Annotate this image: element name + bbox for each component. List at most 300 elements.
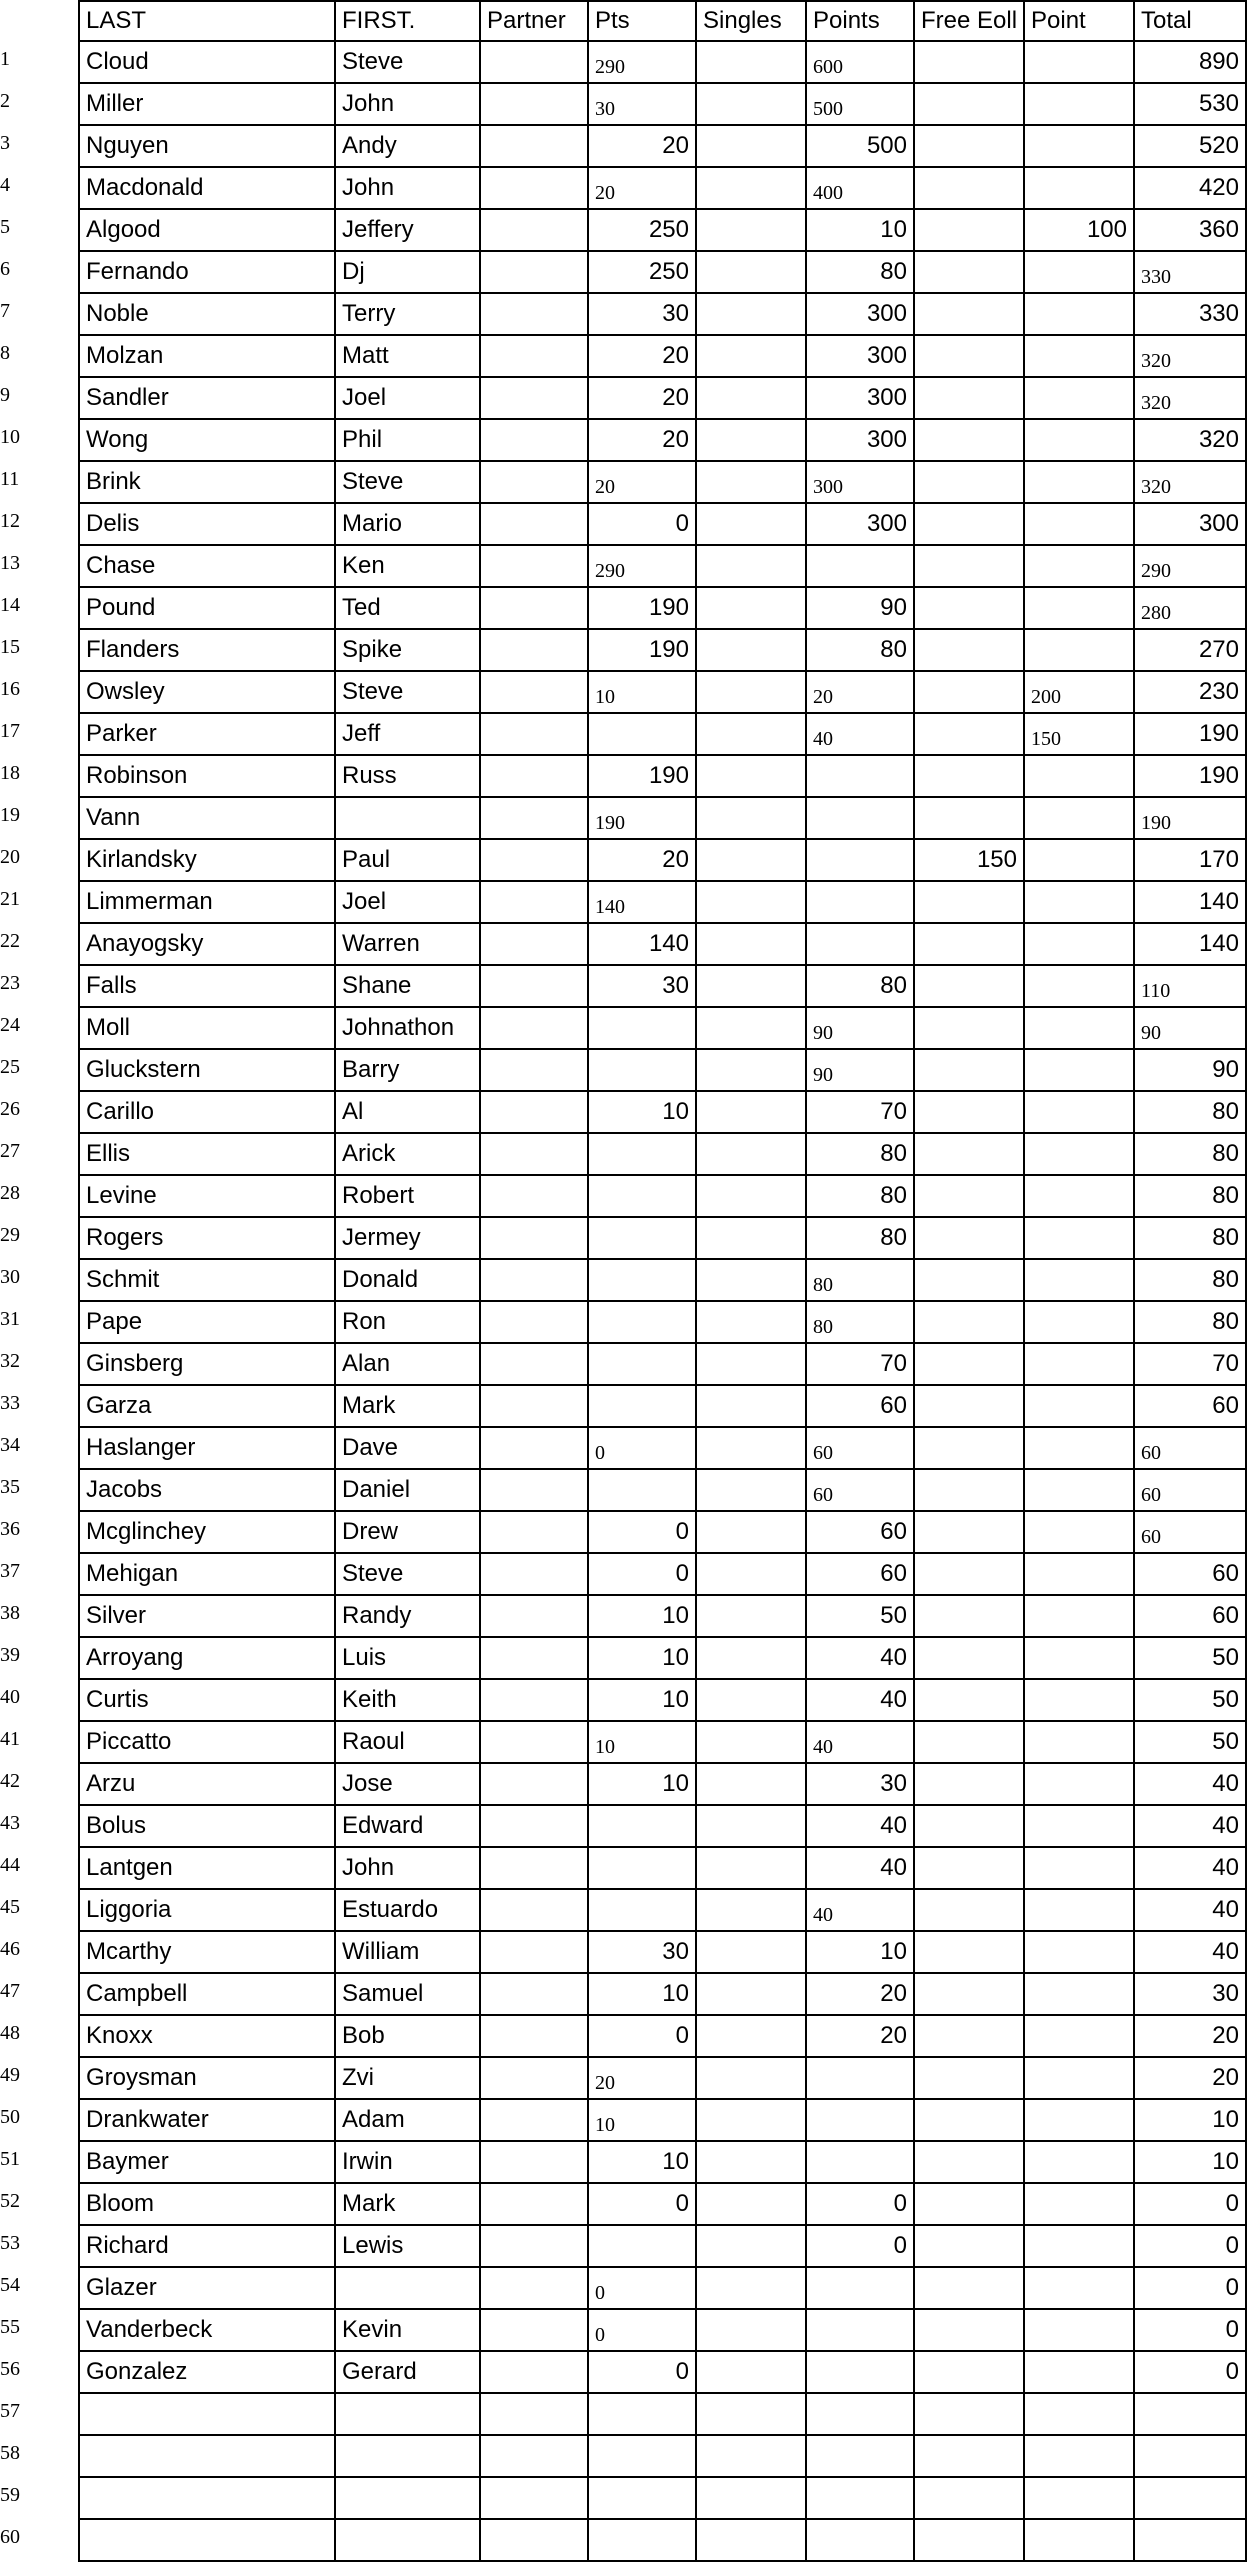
table-row [0,1050,1239,1092]
cell-total: 0 [1135,2268,1247,2310]
cell-first: Spike [336,630,481,672]
row-number: 57 [0,2400,20,2422]
table-row [0,420,1239,462]
cell-pts: 0 [589,1554,697,1596]
table-row [0,1344,1239,1386]
cell-first: Jose [336,1764,481,1806]
cell-points: 50 [807,1596,915,1638]
cell-points: 40 [807,1806,915,1848]
cell-partner [481,1890,589,1932]
table-row [0,84,1239,126]
header-free-eoll: Free Eoll [915,0,1025,42]
cell-pts: 20 [589,840,697,882]
cell-pts: 10 [589,1764,697,1806]
table-row [0,1680,1239,1722]
table-row [0,588,1230,630]
table-row [0,252,1230,294]
cell-total: 530 [1135,84,1247,126]
cell-free-eoll: 150 [915,840,1025,882]
header-pts: Pts [589,0,697,42]
cell-partner [481,1008,589,1050]
row-number: 18 [0,762,20,784]
cell-free-eoll [915,2268,1025,2310]
cell-pts: 290 [589,546,697,588]
cell-point [1025,168,1135,210]
cell-pts: 140 [589,882,697,924]
cell-points [807,924,915,966]
cell-point [1025,546,1135,588]
cell-pts: 140 [589,924,697,966]
cell-singles [697,672,807,714]
cell-total: 60 [1135,1428,1247,1470]
cell-last: Algood [78,210,336,252]
cell-point [1025,1722,1135,1764]
table-row [0,840,1239,882]
cell-total: 60 [1135,1470,1247,1512]
cell-free-eoll [915,798,1025,840]
cell-first: John [336,84,481,126]
cell-free-eoll [915,1806,1025,1848]
table-row [0,1218,1239,1260]
cell-singles [697,2268,807,2310]
cell-partner [481,1764,589,1806]
cell-first: Robert [336,1176,481,1218]
cell-last: Schmit [78,1260,336,1302]
cell-first: Dave [336,1428,481,1470]
cell-pts [589,714,697,756]
table-row [0,2226,1239,2268]
cell-first [336,2436,481,2478]
cell-total: 40 [1135,1932,1247,1974]
cell-total: 270 [1135,630,1247,672]
cell-total: 40 [1135,1848,1247,1890]
cell-point [1025,1638,1135,1680]
cell-singles [697,546,807,588]
cell-partner [481,1176,589,1218]
table-row [0,1134,1239,1176]
cell-point [1025,2478,1135,2520]
cell-first: Steve [336,462,481,504]
cell-free-eoll [915,1176,1025,1218]
cell-total: 30 [1135,1974,1247,2016]
cell-partner [481,168,589,210]
row-number: 30 [0,1266,20,1288]
cell-free-eoll [915,462,1025,504]
table-row [0,2100,1239,2142]
cell-pts: 0 [589,1428,697,1470]
cell-last: Levine [78,1176,336,1218]
cell-singles [697,924,807,966]
cell-point: 200 [1025,672,1135,714]
cell-point [1025,630,1135,672]
cell-points: 80 [807,1218,915,1260]
cell-last: Pape [78,1302,336,1344]
cell-points [807,2142,915,2184]
cell-first: Zvi [336,2058,481,2100]
cell-points [807,798,915,840]
row-number: 42 [0,1770,20,1792]
cell-pts: 0 [589,504,697,546]
cell-pts: 10 [589,1974,697,2016]
cell-first: Matt [336,336,481,378]
cell-partner [481,1344,589,1386]
cell-free-eoll [915,1764,1025,1806]
cell-last: Ginsberg [78,1344,336,1386]
row-number: 34 [0,1434,20,1456]
cell-first: Estuardo [336,1890,481,1932]
cell-pts: 30 [589,84,697,126]
table-row [0,714,1239,756]
cell-points: 500 [807,126,915,168]
row-number: 5 [0,216,10,238]
cell-pts: 0 [589,2016,697,2058]
cell-free-eoll [915,546,1025,588]
cell-first: Kevin [336,2310,481,2352]
cell-points [807,2058,915,2100]
cell-singles [697,2226,807,2268]
cell-pts: 190 [589,630,697,672]
cell-point [1025,2520,1135,2562]
row-number: 60 [0,2526,20,2548]
cell-pts: 20 [589,420,697,462]
cell-first: Ken [336,546,481,588]
cell-partner [481,840,589,882]
cell-free-eoll [915,2310,1025,2352]
cell-total: 40 [1135,1890,1247,1932]
row-number: 12 [0,510,20,532]
table-row [0,1470,1230,1512]
cell-singles [697,2100,807,2142]
cell-last: Pound [78,588,336,630]
cell-points: 60 [807,1470,915,1512]
row-number: 44 [0,1854,20,1876]
cell-points: 300 [807,336,915,378]
cell-last: Liggoria [78,1890,336,1932]
cell-pts [589,1470,697,1512]
cell-partner [481,2100,589,2142]
cell-first: Jeffery [336,210,481,252]
cell-partner [481,2016,589,2058]
row-number: 56 [0,2358,20,2380]
cell-partner [481,1680,589,1722]
cell-pts: 30 [589,1932,697,1974]
cell-singles [697,1806,807,1848]
cell-pts [589,1134,697,1176]
cell-first: Randy [336,1596,481,1638]
cell-first: John [336,168,481,210]
cell-points: 80 [807,966,915,1008]
row-number: 32 [0,1350,20,1372]
cell-partner [481,1134,589,1176]
cell-pts: 190 [589,798,697,840]
cell-singles [697,588,807,630]
cell-total [1135,2478,1247,2520]
cell-point [1025,1848,1135,1890]
cell-partner [481,756,589,798]
cell-first: Arick [336,1134,481,1176]
cell-last: Vann [78,798,336,840]
cell-point [1025,84,1135,126]
cell-free-eoll [915,2520,1025,2562]
cell-total: 10 [1135,2100,1247,2142]
cell-point [1025,420,1135,462]
cell-total: 80 [1135,1176,1247,1218]
cell-first: Joel [336,378,481,420]
cell-total: 70 [1135,1344,1247,1386]
cell-first: Johnathon [336,1008,481,1050]
cell-last: Flanders [78,630,336,672]
cell-pts: 10 [589,1722,697,1764]
cell-total [1135,2394,1247,2436]
cell-partner [481,966,589,1008]
cell-last: Nguyen [78,126,336,168]
table-row [0,1428,1230,1470]
cell-partner [481,1218,589,1260]
row-number: 49 [0,2064,20,2086]
cell-total: 190 [1135,714,1247,756]
cell-points: 600 [807,42,915,84]
cell-last: Anayogsky [78,924,336,966]
cell-pts: 10 [589,2100,697,2142]
cell-point [1025,1512,1135,1554]
header-partner: Partner [481,0,589,42]
cell-first [336,2520,481,2562]
cell-free-eoll [915,1848,1025,1890]
cell-last: Gluckstern [78,1050,336,1092]
cell-pts [589,2436,697,2478]
cell-free-eoll [915,2394,1025,2436]
cell-pts [589,1806,697,1848]
table-row [0,2310,1239,2352]
cell-partner [481,1848,589,1890]
cell-last: Brink [78,462,336,504]
cell-free-eoll [915,1302,1025,1344]
cell-total: 320 [1135,378,1247,420]
cell-singles [697,1512,807,1554]
cell-partner [481,2436,589,2478]
row-number: 28 [0,1182,20,1204]
cell-pts: 20 [589,336,697,378]
cell-pts: 10 [589,1680,697,1722]
cell-pts: 290 [589,42,697,84]
cell-point [1025,504,1135,546]
cell-total: 290 [1135,546,1247,588]
cell-point [1025,1008,1135,1050]
cell-pts: 0 [589,2268,697,2310]
cell-first: Shane [336,966,481,1008]
cell-points: 20 [807,1974,915,2016]
cell-singles [697,1260,807,1302]
cell-last: Parker [78,714,336,756]
cell-total: 50 [1135,1638,1247,1680]
cell-last: Fernando [78,252,336,294]
cell-pts: 250 [589,252,697,294]
table-row [0,210,1239,252]
cell-partner [481,42,589,84]
cell-partner [481,1092,589,1134]
cell-singles [697,210,807,252]
cell-point [1025,588,1135,630]
cell-points: 0 [807,2226,915,2268]
cell-last: Lantgen [78,1848,336,1890]
cell-pts [589,1050,697,1092]
cell-total: 60 [1135,1596,1247,1638]
table-row [0,1386,1239,1428]
cell-free-eoll [915,42,1025,84]
table-row [0,2478,1230,2520]
row-number: 58 [0,2442,20,2464]
table-row [0,504,1239,546]
cell-partner [481,798,589,840]
cell-free-eoll [915,1680,1025,1722]
cell-point [1025,336,1135,378]
cell-total: 190 [1135,798,1247,840]
table-row [0,2016,1239,2058]
cell-partner [481,2394,589,2436]
cell-free-eoll [915,1008,1025,1050]
cell-pts [589,1302,697,1344]
cell-free-eoll [915,210,1025,252]
table-row [0,2436,1230,2478]
cell-point [1025,1344,1135,1386]
cell-points [807,2268,915,2310]
cell-pts: 10 [589,1092,697,1134]
cell-last: Cloud [78,42,336,84]
cell-points: 10 [807,210,915,252]
cell-total: 50 [1135,1680,1247,1722]
row-number: 8 [0,342,10,364]
cell-free-eoll [915,1260,1025,1302]
cell-free-eoll [915,1470,1025,1512]
cell-point [1025,1596,1135,1638]
row-number: 21 [0,888,20,910]
cell-pts [589,1176,697,1218]
row-number: 16 [0,678,20,700]
cell-total: 50 [1135,1722,1247,1764]
table-row [0,630,1239,672]
table-row [0,924,1239,966]
cell-pts: 20 [589,168,697,210]
cell-points: 300 [807,504,915,546]
cell-free-eoll [915,2436,1025,2478]
cell-pts [589,1260,697,1302]
cell-first: Mark [336,2184,481,2226]
cell-partner [481,2142,589,2184]
cell-last: Falls [78,966,336,1008]
cell-free-eoll [915,714,1025,756]
cell-first: Donald [336,1260,481,1302]
cell-last: Limmerman [78,882,336,924]
cell-point [1025,2352,1135,2394]
cell-partner [481,924,589,966]
cell-points: 80 [807,252,915,294]
row-number: 48 [0,2022,20,2044]
cell-partner [481,546,589,588]
cell-partner [481,630,589,672]
table-row [0,294,1239,336]
cell-last: Owsley [78,672,336,714]
cell-first [336,2478,481,2520]
cell-points: 500 [807,84,915,126]
cell-partner [481,1722,589,1764]
cell-free-eoll [915,924,1025,966]
cell-total: 0 [1135,2310,1247,2352]
cell-last: Arzu [78,1764,336,1806]
row-number: 27 [0,1140,20,1162]
cell-pts [589,1386,697,1428]
cell-pts: 0 [589,2352,697,2394]
cell-pts: 20 [589,462,697,504]
cell-pts: 30 [589,294,697,336]
cell-total: 10 [1135,2142,1247,2184]
cell-point [1025,798,1135,840]
cell-free-eoll [915,1428,1025,1470]
cell-last [78,2436,336,2478]
cell-singles [697,2394,807,2436]
table-row [0,2142,1239,2184]
cell-total: 0 [1135,2352,1247,2394]
cell-point [1025,252,1135,294]
cell-first: Dj [336,252,481,294]
cell-singles [697,252,807,294]
cell-points: 80 [807,1302,915,1344]
row-number: 24 [0,1014,20,1036]
cell-point [1025,2100,1135,2142]
cell-last: Bolus [78,1806,336,1848]
cell-last: Jacobs [78,1470,336,1512]
cell-first: William [336,1932,481,1974]
row-number: 50 [0,2106,20,2128]
cell-pts [589,1218,697,1260]
cell-first: Ron [336,1302,481,1344]
cell-first: Al [336,1092,481,1134]
cell-point: 100 [1025,210,1135,252]
header-points: Points [807,0,915,42]
table-row [0,1974,1239,2016]
row-number: 17 [0,720,20,742]
row-number: 11 [0,468,20,490]
cell-singles [697,1050,807,1092]
row-number: 14 [0,594,20,616]
cell-last: Miller [78,84,336,126]
cell-first: Daniel [336,1470,481,1512]
cell-point [1025,1428,1135,1470]
cell-points [807,2394,915,2436]
cell-total: 60 [1135,1386,1247,1428]
cell-point [1025,1890,1135,1932]
cell-total: 80 [1135,1260,1247,1302]
cell-partner [481,504,589,546]
cell-singles [697,1932,807,1974]
cell-first: Bob [336,2016,481,2058]
cell-partner [481,1512,589,1554]
row-number: 43 [0,1812,20,1834]
table-row [0,1932,1239,1974]
cell-points: 40 [807,1890,915,1932]
cell-singles [697,84,807,126]
cell-points: 40 [807,1680,915,1722]
cell-total: 170 [1135,840,1247,882]
cell-partner [481,378,589,420]
cell-partner [481,2058,589,2100]
cell-last: Molzan [78,336,336,378]
cell-point [1025,1092,1135,1134]
cell-partner [481,1470,589,1512]
cell-partner [481,1428,589,1470]
cell-first: Barry [336,1050,481,1092]
cell-partner [481,1302,589,1344]
table-row [0,1176,1239,1218]
